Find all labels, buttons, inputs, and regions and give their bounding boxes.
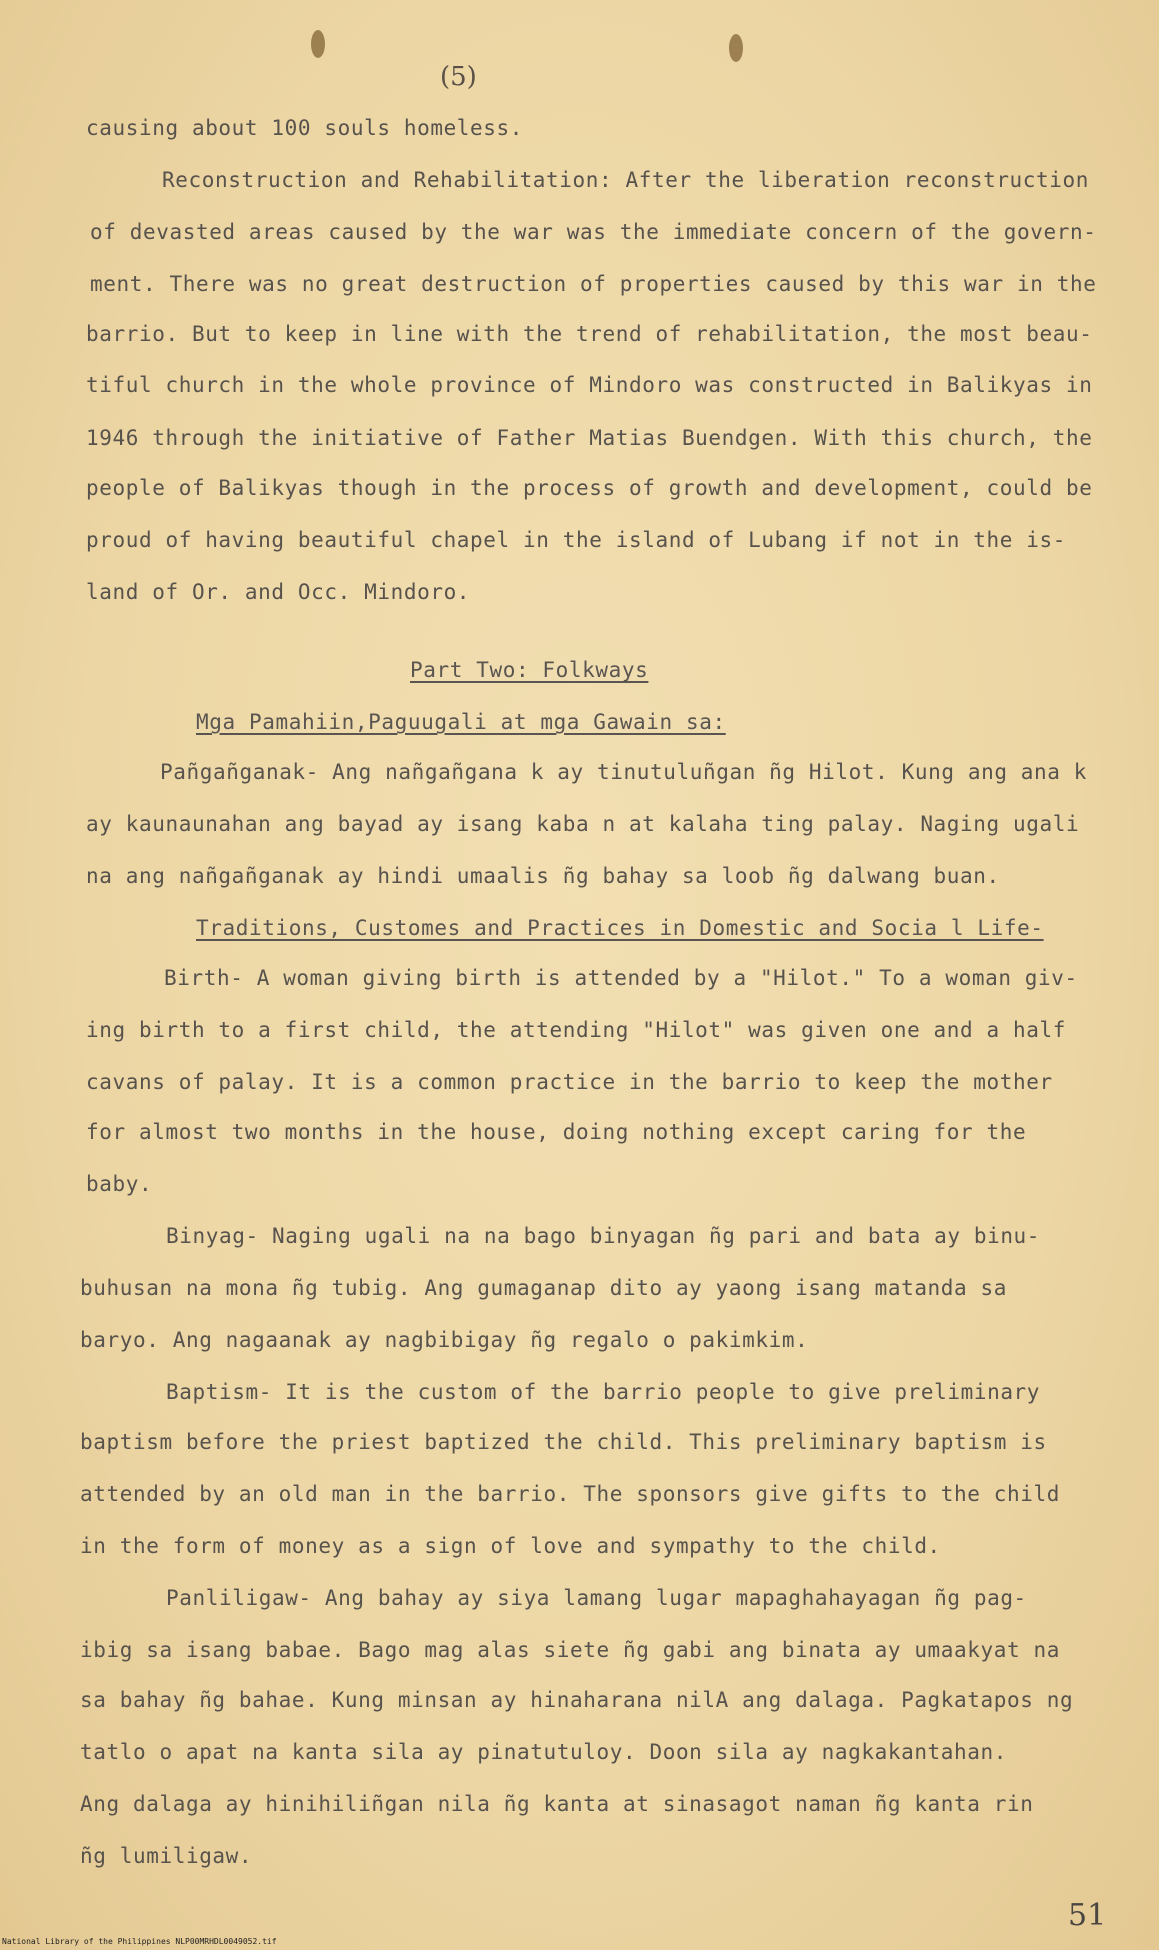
handwritten-page-note: 51	[1068, 1898, 1107, 1933]
text-line: 1946 through the initiative of Father Matias Buendgen. With this church, the	[86, 426, 1093, 450]
text-line: Birth- A woman giving birth is attended by a "Hilot." To a woman giv-	[164, 966, 1078, 990]
text-line: ing birth to a first child, the attending "Hilot" was given one and a half	[86, 1018, 1066, 1042]
text-line: of devasted areas caused by the war was the immediate concern of the govern-	[90, 220, 1097, 244]
text-line: baby.	[86, 1172, 153, 1196]
text-line: proud of having beautiful chapel in the island of Lubang if not in the is-	[86, 528, 1066, 552]
text-line: buhusan na mona ñg tubig. Ang gumaganap dito ay yaong isang matanda sa	[80, 1276, 1008, 1300]
text-line: Reconstruction and Rehabilitation: After the liberation reconstruction	[162, 168, 1090, 192]
text-line: tatlo o apat na kanta sila ay pinatutuloy. Doon sila ay nagkakantahan.	[80, 1740, 1008, 1764]
subheading: Mga Pamahiin,Paguugali at mga Gawain sa:	[196, 710, 726, 734]
text-line: Baptism- It is the custom of the barrio people to give preliminary	[166, 1380, 1041, 1404]
text-line: cavans of palay. It is a common practice in the barrio to keep the mother	[86, 1070, 1053, 1094]
text-line: tiful church in the whole province of Mindoro was constructed in Balikyas in	[86, 373, 1093, 397]
text-line: people of Balikyas though in the process of growth and development, could be	[86, 476, 1093, 500]
text-line: ibig sa isang babae. Bago mag alas siete ñg gabi ang binata ay umaakyat na	[80, 1638, 1060, 1662]
subheading: Traditions, Customes and Practices in Domestic and Socia l Life-	[196, 916, 1044, 940]
punch-hole	[311, 30, 325, 58]
text-line: ñg lumiligaw.	[80, 1844, 253, 1868]
text-line: na ang nañgañganak ay hindi umaalis ñg bahay sa loob ñg dalwang buan.	[86, 864, 1000, 888]
section-heading: Part Two: Folkways	[410, 658, 649, 682]
text-line: baryo. Ang nagaanak ay nagbibigay ñg regalo o pakimkim.	[80, 1328, 809, 1352]
text-line: in the form of money as a sign of love and sympathy to the child.	[80, 1534, 941, 1558]
text-line: for almost two months in the house, doing nothing except caring for the	[86, 1120, 1027, 1144]
text-line: sa bahay ñg bahae. Kung minsan ay hinaharana nilA ang dalaga. Pagkatapos ng	[80, 1688, 1074, 1712]
text-line: land of Or. and Occ. Mindoro.	[86, 580, 471, 604]
text-line: Panliligaw- Ang bahay ay siya lamang lugar mapaghahayagan ñg pag-	[166, 1586, 1027, 1610]
punch-hole	[729, 34, 743, 62]
text-line: ay kaunaunahan ang bayad ay isang kaba n at kalaha ting palay. Naging ugali	[86, 812, 1080, 836]
page-number: (5)	[440, 62, 477, 92]
text-line: baptism before the priest baptized the child. This preliminary baptism is	[80, 1430, 1047, 1454]
scan-footer: National Library of the Philippines NLP00MRHDL0049052.tif	[2, 1937, 277, 1946]
text-line: Ang dalaga ay hinihiliñgan nila ñg kanta at sinasagot naman ñg kanta rin	[80, 1792, 1034, 1816]
text-line: barrio. But to keep in line with the trend of rehabilitation, the most beau-	[86, 322, 1093, 346]
text-line: Pañgañganak- Ang nañgañgana k ay tinutuluñgan ñg Hilot. Kung ang ana k	[160, 760, 1088, 784]
text-line: attended by an old man in the barrio. The sponsors give gifts to the child	[80, 1482, 1060, 1506]
text-line: Binyag- Naging ugali na na bago binyagan ñg pari and bata ay binu-	[166, 1224, 1041, 1248]
text-line: causing about 100 souls homeless.	[86, 116, 524, 140]
text-line: ment. There was no great destruction of properties caused by this war in the	[90, 272, 1097, 296]
